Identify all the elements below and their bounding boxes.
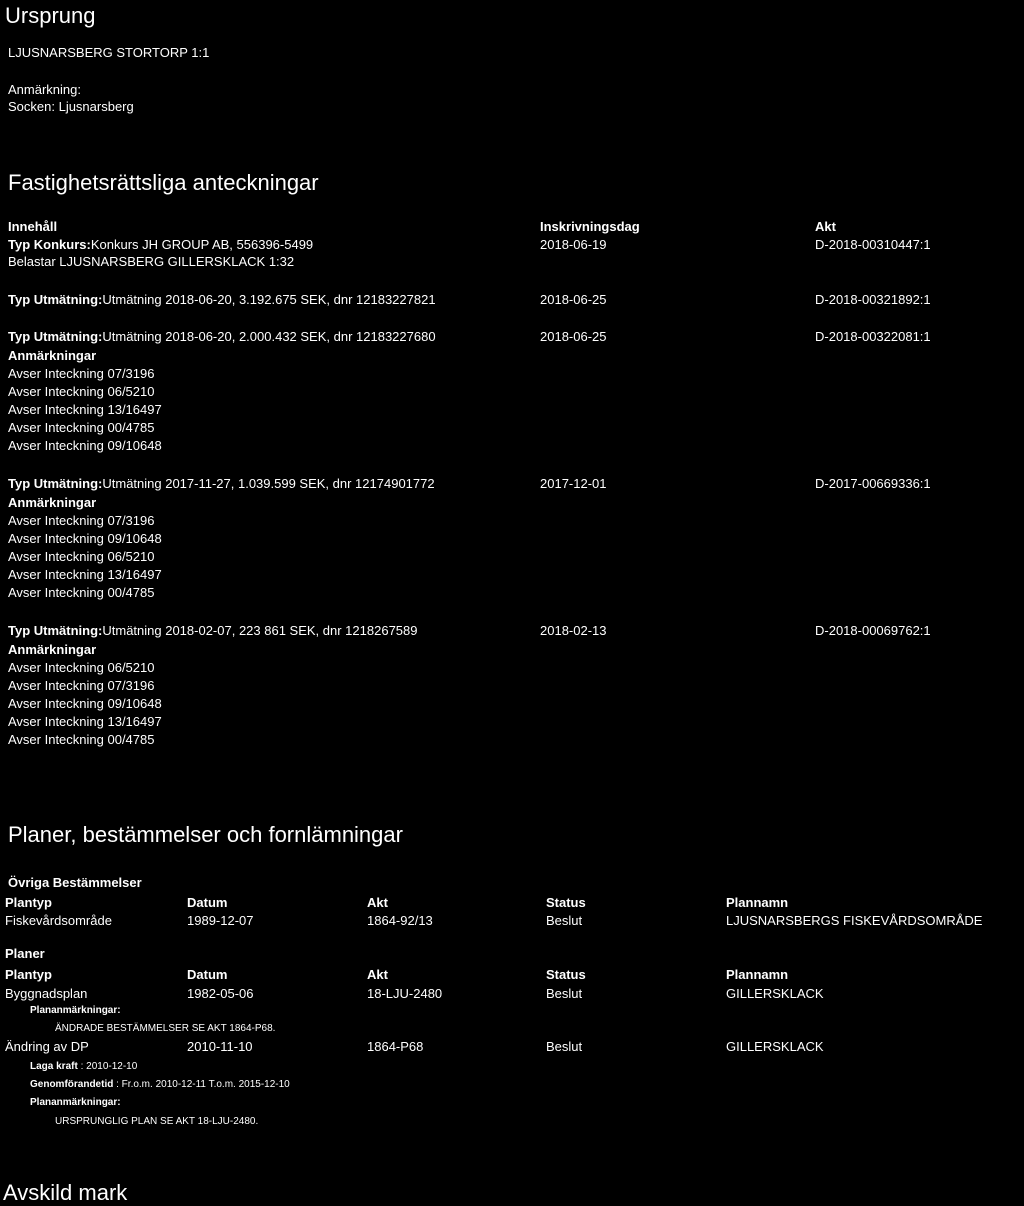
anmarkning-line: Avser Inteckning 09/10648 bbox=[8, 531, 162, 546]
fastighet-name: LJUSNARSBERG STORTORP 1:1 bbox=[8, 45, 210, 60]
anmarkning-line: Avser Inteckning 00/4785 bbox=[8, 732, 155, 747]
anmarkning-line: Avser Inteckning 06/5210 bbox=[8, 384, 155, 399]
datum-header: Datum bbox=[187, 967, 228, 982]
entry-date: 2018-06-25 bbox=[540, 329, 607, 344]
ursprung-heading: Ursprung bbox=[5, 3, 96, 28]
anmarkning-line: Avser Inteckning 07/3196 bbox=[8, 678, 155, 693]
anmarkning-line: Avser Inteckning 00/4785 bbox=[8, 585, 155, 600]
plananmarkningar-label: Plananmärkningar: bbox=[30, 1097, 121, 1108]
socken: Socken: Ljusnarsberg bbox=[8, 99, 134, 114]
laga-kraft: Laga kraft : 2010-12-10 bbox=[30, 1061, 138, 1072]
planer-title: Planer bbox=[5, 946, 45, 961]
anmarkning-line: Avser Inteckning 06/5210 bbox=[8, 660, 155, 675]
status-header: Status bbox=[546, 967, 586, 982]
anmarkningar-label: Anmärkningar bbox=[8, 642, 97, 657]
entry-akt: D-2018-00321892:1 bbox=[815, 292, 931, 307]
entry-date: 2018-06-25 bbox=[540, 292, 607, 307]
entry-akt: D-2018-00310447:1 bbox=[815, 237, 931, 252]
akt-header: Akt bbox=[815, 219, 836, 234]
plan-plannamn: GILLERSKLACK bbox=[726, 986, 824, 1001]
ovriga-title: Övriga Bestämmelser bbox=[8, 875, 142, 890]
fastighetsrattsliga-heading: Fastighetsrättsliga anteckningar bbox=[8, 170, 319, 195]
plantyp-header: Plantyp bbox=[5, 895, 52, 910]
innehall-header: Innehåll bbox=[8, 219, 58, 234]
plannamn-header: Plannamn bbox=[726, 967, 789, 982]
genomforandetid: Genomförandetid : Fr.o.m. 2010-12-11 T.o.m. 2015-12-10 bbox=[30, 1079, 290, 1090]
anmarkning-line: Avser Inteckning 00/4785 bbox=[8, 420, 155, 435]
ovriga-plantyp: Fiskevårdsområde bbox=[5, 913, 112, 928]
entry-date: 2017-12-01 bbox=[540, 476, 607, 491]
entry-date: 2018-06-19 bbox=[540, 237, 607, 252]
akt-header: Akt bbox=[367, 967, 388, 982]
plan-akt: 1864-P68 bbox=[367, 1039, 424, 1054]
anmarkning-line: Avser Inteckning 06/5210 bbox=[8, 549, 155, 564]
anmarkning-line: Avser Inteckning 09/10648 bbox=[8, 696, 162, 711]
anmarkning-line: Avser Inteckning 13/16497 bbox=[8, 714, 162, 729]
plananmarkning-text: ÄNDRADE BESTÄMMELSER SE AKT 1864-P68. bbox=[55, 1023, 276, 1034]
ovriga-datum: 1989-12-07 bbox=[187, 913, 254, 928]
plantyp-header: Plantyp bbox=[5, 967, 52, 982]
avskild-heading: Avskild mark bbox=[3, 1180, 128, 1205]
planer-heading: Planer, bestämmelser och fornlämningar bbox=[8, 822, 403, 847]
ovriga-status: Beslut bbox=[546, 913, 583, 928]
ovriga-akt: 1864-92/13 bbox=[367, 913, 433, 928]
anmarkningar-label: Anmärkningar bbox=[8, 495, 97, 510]
plananmarkningar-label: Plananmärkningar: bbox=[30, 1005, 121, 1016]
entry-type: Typ Utmätning:Utmätning 2018-02-07, 223 861 SEK, dnr 1218267589 bbox=[8, 623, 418, 638]
plan-plantyp: Byggnadsplan bbox=[5, 986, 88, 1001]
status-header: Status bbox=[546, 895, 586, 910]
plan-datum: 1982-05-06 bbox=[187, 986, 254, 1001]
datum-header: Datum bbox=[187, 895, 228, 910]
entry-type: Typ Utmätning:Utmätning 2017-11-27, 1.039.599 SEK, dnr 12174901772 bbox=[8, 476, 435, 491]
plan-plantyp: Ändring av DP bbox=[5, 1039, 89, 1054]
entry-type: Typ Konkurs:Konkurs JH GROUP AB, 556396-5499 bbox=[8, 237, 314, 252]
inskrivningsdag-header: Inskrivningsdag bbox=[540, 219, 640, 234]
ovriga-plannamn: LJUSNARSBERGS FISKEVÅRDSOMRÅDE bbox=[726, 913, 983, 928]
entry-akt: D-2017-00669336:1 bbox=[815, 476, 931, 491]
entry-date: 2018-02-13 bbox=[540, 623, 607, 638]
plan-datum: 2010-11-10 bbox=[187, 1039, 253, 1054]
entry-type: Typ Utmätning:Utmätning 2018-06-20, 2.000.432 SEK, dnr 12183227680 bbox=[8, 329, 436, 344]
anmarkningar-label: Anmärkningar bbox=[8, 348, 97, 363]
plan-status: Beslut bbox=[546, 986, 583, 1001]
entry-type: Typ Utmätning:Utmätning 2018-06-20, 3.192.675 SEK, dnr 12183227821 bbox=[8, 292, 436, 307]
akt-header: Akt bbox=[367, 895, 388, 910]
plananmarkning-text: URSPRUNGLIG PLAN SE AKT 18-LJU-2480. bbox=[55, 1116, 259, 1127]
anmarkning-line: Avser Inteckning 13/16497 bbox=[8, 567, 162, 582]
plan-akt: 18-LJU-2480 bbox=[367, 986, 443, 1001]
entry-akt: D-2018-00069762:1 bbox=[815, 623, 931, 638]
entry-extra: Belastar LJUSNARSBERG GILLERSKLACK 1:32 bbox=[8, 254, 295, 269]
anmarkning-line: Avser Inteckning 09/10648 bbox=[8, 438, 162, 453]
anmarkning-label: Anmärkning: bbox=[8, 82, 81, 97]
plan-status: Beslut bbox=[546, 1039, 583, 1054]
anmarkning-line: Avser Inteckning 13/16497 bbox=[8, 402, 162, 417]
anmarkning-line: Avser Inteckning 07/3196 bbox=[8, 366, 155, 381]
anmarkning-line: Avser Inteckning 07/3196 bbox=[8, 513, 155, 528]
plan-plannamn: GILLERSKLACK bbox=[726, 1039, 824, 1054]
plannamn-header: Plannamn bbox=[726, 895, 789, 910]
entry-akt: D-2018-00322081:1 bbox=[815, 329, 931, 344]
